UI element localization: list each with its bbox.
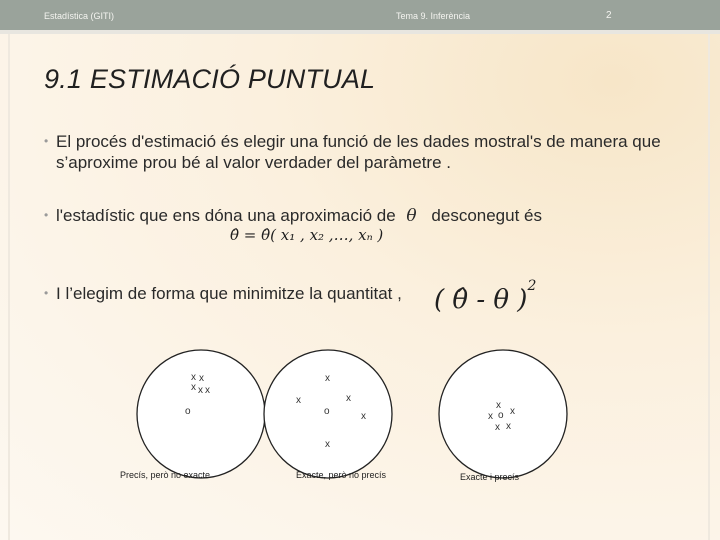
target-center: o xyxy=(185,406,191,417)
caption-exact-and-precise: Exacte i precís xyxy=(460,472,520,482)
chapter-name: Tema 9. Inferència xyxy=(396,11,471,21)
sample-mark: x xyxy=(205,385,210,396)
bullet-text: I l’elegim de forma que minimitze la quantitat , xyxy=(56,284,402,303)
target-exact-and-precise xyxy=(439,350,567,478)
sample-mark: x xyxy=(346,393,351,404)
quantity-formula-body: ( θ̂ - θ ) xyxy=(434,285,528,315)
sample-mark: x xyxy=(495,422,500,433)
sample-mark: x xyxy=(191,382,196,393)
course-name: Estadística (GITI) xyxy=(44,11,115,21)
bullet-dot: • xyxy=(44,134,49,148)
quantity-exponent: 2 xyxy=(527,278,537,294)
sample-mark: x xyxy=(496,400,501,411)
target-exact-not-precise xyxy=(264,350,392,478)
sample-mark: x xyxy=(325,373,330,384)
caption-precise-not-exact: Precís, però no exacte xyxy=(120,470,211,480)
slide-title: 9.1 ESTIMACIÓ PUNTUAL xyxy=(44,64,376,94)
theta-symbol: θ xyxy=(406,206,417,226)
estimator-formula: θ̂ = θ̂( x₁ , x₂ ,…, xₙ ) xyxy=(230,226,384,244)
target-center: o xyxy=(324,406,330,417)
bullet-dot: • xyxy=(44,286,49,300)
sample-mark: x xyxy=(510,406,515,417)
bullet-text: l'estadístic que ens dóna una aproximació de xyxy=(56,206,396,225)
bullet-text-tail: desconegut és xyxy=(431,206,542,225)
sample-mark: x xyxy=(488,411,493,422)
sample-mark: x xyxy=(198,385,203,396)
target-circle xyxy=(137,350,265,478)
sample-mark: x xyxy=(325,439,330,450)
page-number: 2 xyxy=(606,10,612,21)
sample-mark: x xyxy=(361,411,366,422)
sample-mark: x xyxy=(191,372,196,383)
sample-mark: x xyxy=(199,373,204,384)
target-center: o xyxy=(498,410,504,421)
bullet-dot: • xyxy=(44,208,49,222)
caption-exact-not-precise: Exacte, però no precís xyxy=(296,470,387,480)
bullet-text: El procés d'estimació és elegir una funció de les dades mostral's de manera que s’aproxime prou bé al valor verdader del paràmetre . xyxy=(56,132,661,172)
target-precise-not-exact xyxy=(137,350,265,478)
sample-mark: x xyxy=(296,395,301,406)
sample-mark: x xyxy=(506,421,511,432)
